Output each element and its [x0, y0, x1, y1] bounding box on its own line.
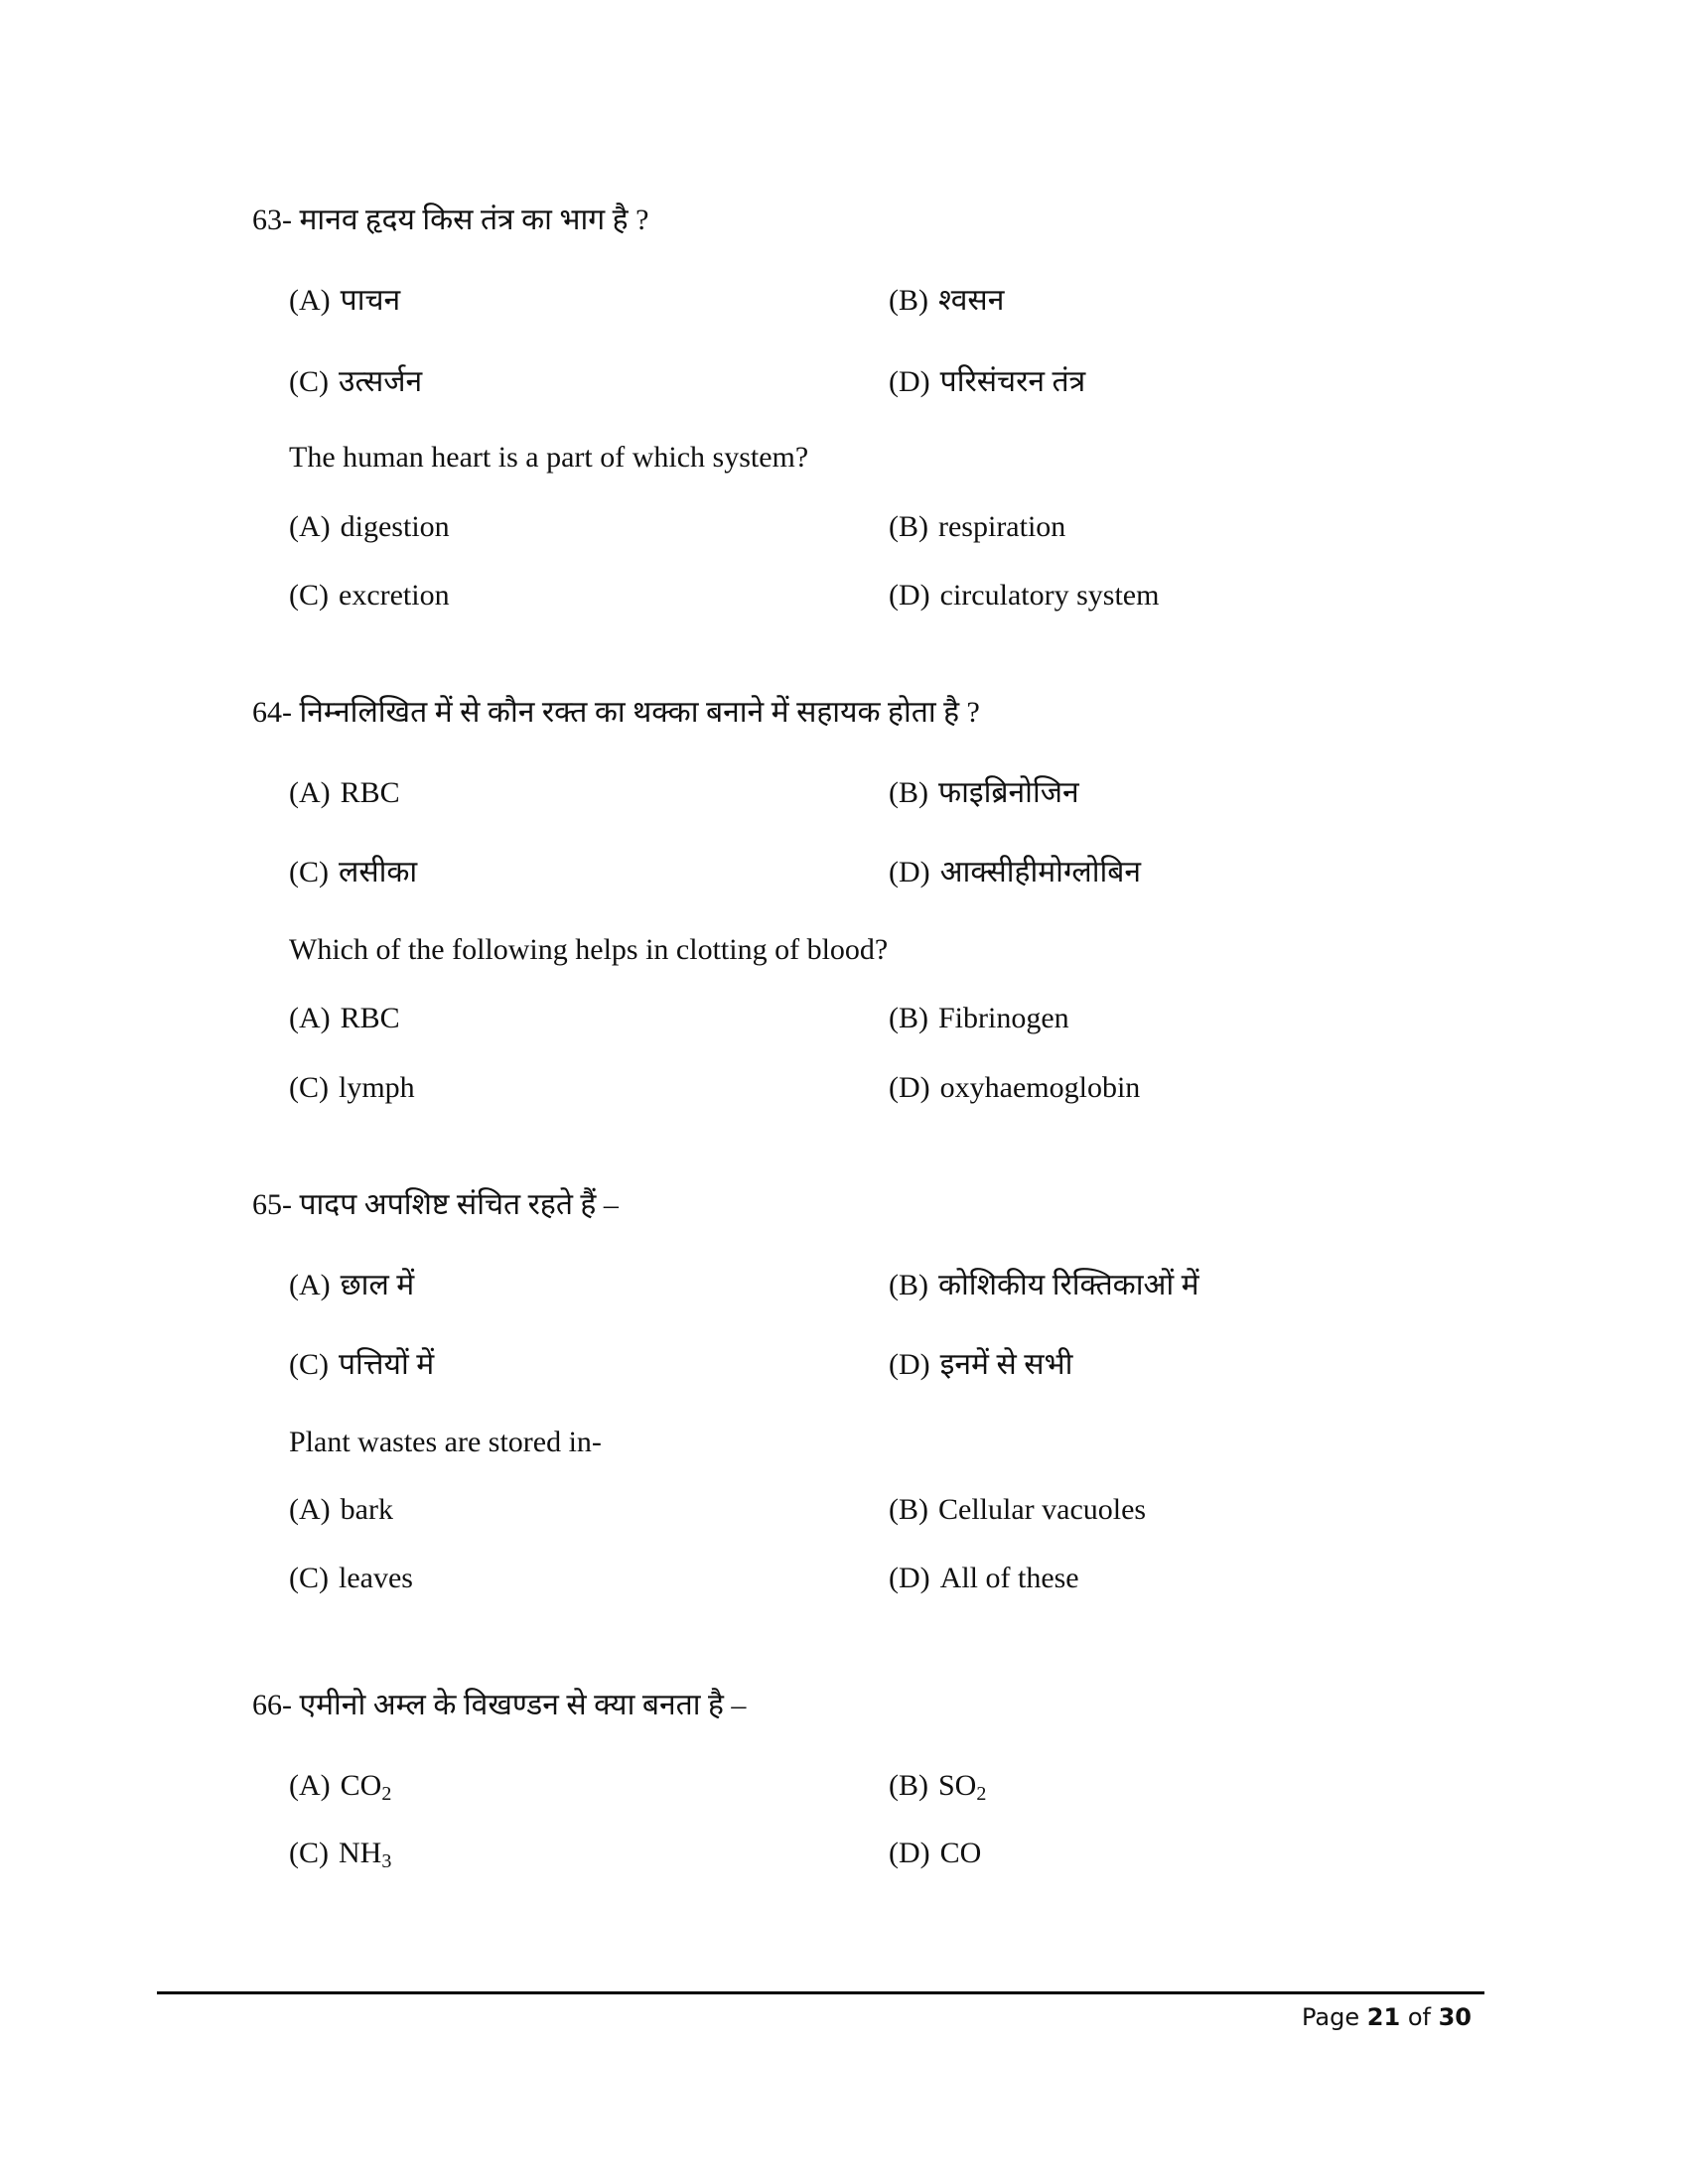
option-label: (D) — [889, 1562, 930, 1594]
option-text: respiration — [938, 510, 1066, 543]
option-label: (B) — [889, 1493, 928, 1526]
option-text: CO — [340, 1769, 382, 1802]
option-b — [889, 1268, 1199, 1303]
question-hindi: 66- एमीनो अम्ल के विखण्डन से क्या बनता है – — [252, 1689, 747, 1721]
option-label: (C) — [289, 1348, 329, 1381]
option-b — [889, 283, 1004, 319]
option-text: छाल में — [340, 1269, 415, 1301]
option-b — [889, 1001, 1069, 1036]
option-b — [889, 1768, 986, 1812]
option-d — [889, 1836, 981, 1879]
option-label: (A) — [289, 776, 331, 809]
option-d — [889, 1561, 1079, 1596]
option-text: digestion — [340, 510, 450, 543]
option-subscript: 2 — [976, 1783, 987, 1805]
option-label: (D) — [889, 1071, 930, 1104]
option-label: (D) — [889, 1837, 930, 1869]
option-text: RBC — [340, 1002, 400, 1034]
option-text: oxyhaemoglobin — [939, 1071, 1141, 1104]
option-text: फाइब्रिनोजिन — [938, 776, 1079, 809]
option-d — [889, 364, 1085, 400]
page-number: Page 21 of 30 — [1302, 2003, 1472, 2031]
question-english: The human heart is a part of which system? — [289, 441, 809, 474]
option-label: (B) — [889, 510, 928, 543]
option-label: (A) — [289, 510, 331, 543]
option-label: (C) — [289, 1071, 329, 1104]
option-text: bark — [340, 1493, 393, 1526]
option-text: Fibrinogen — [938, 1002, 1069, 1034]
option-label: (D) — [889, 1348, 930, 1381]
option-text: कोशिकीय रिक्तिकाओं में — [938, 1269, 1199, 1301]
option-label: (C) — [289, 856, 329, 888]
option-c — [289, 578, 450, 614]
option-label: (A) — [289, 1493, 331, 1526]
option-label: (C) — [289, 1837, 329, 1869]
option-label: (A) — [289, 1269, 331, 1301]
option-text: SO — [938, 1769, 977, 1802]
option-c — [289, 364, 422, 400]
option-label: (C) — [289, 1562, 329, 1594]
option-label: (B) — [889, 284, 928, 317]
option-b — [889, 775, 1079, 811]
option-d — [889, 1070, 1140, 1106]
option-b — [889, 1492, 1146, 1528]
option-c — [289, 1070, 415, 1106]
option-text: पत्तियों में — [339, 1348, 435, 1381]
option-label: (B) — [889, 1002, 928, 1034]
option-subscript: 3 — [381, 1850, 392, 1872]
option-text: CO — [939, 1837, 982, 1869]
option-text: परिसंचरन तंत्र — [939, 365, 1086, 398]
option-a — [289, 775, 400, 811]
question-hindi: 63- मानव हृदय किस तंत्र का भाग है ? — [252, 204, 649, 236]
option-text: श्वसन — [938, 284, 1005, 317]
option-c — [289, 1836, 391, 1879]
option-subscript: 2 — [381, 1783, 392, 1805]
option-d — [889, 1347, 1072, 1383]
option-label: (D) — [889, 856, 930, 888]
option-c — [289, 1347, 434, 1383]
question-hindi: 64- निम्नलिखित में से कौन रक्त का थक्का बनाने में सहायक होता है ? — [252, 696, 980, 729]
option-label: (D) — [889, 579, 930, 612]
option-text: circulatory system — [939, 579, 1160, 612]
option-text: All of these — [939, 1562, 1079, 1594]
option-d — [889, 578, 1159, 614]
option-a — [289, 1001, 400, 1036]
option-text: lymph — [339, 1071, 415, 1104]
option-a — [289, 509, 450, 545]
option-b — [889, 509, 1065, 545]
option-text: उत्सर्जन — [339, 365, 423, 398]
option-a — [289, 283, 400, 319]
option-text: आक्सीहीमोग्लोबिन — [939, 856, 1142, 888]
question-english: Which of the following helps in clotting of blood? — [289, 933, 889, 966]
option-label: (B) — [889, 1769, 928, 1802]
option-text: लसीका — [339, 856, 418, 888]
option-text: excretion — [339, 579, 450, 612]
option-text: RBC — [340, 776, 400, 809]
option-label: (A) — [289, 1769, 331, 1802]
option-label: (A) — [289, 1002, 331, 1034]
option-label: (B) — [889, 776, 928, 809]
footer-rule — [157, 1991, 1484, 1994]
option-text: इनमें से सभी — [939, 1348, 1073, 1381]
option-text: leaves — [339, 1562, 413, 1594]
option-label: (A) — [289, 284, 331, 317]
option-c — [289, 855, 417, 890]
question-hindi: 65- पादप अपशिष्ट संचित रहते हैं – — [252, 1188, 619, 1221]
option-a — [289, 1268, 414, 1303]
question-english: Plant wastes are stored in- — [289, 1426, 602, 1458]
option-label: (C) — [289, 365, 329, 398]
option-a — [289, 1768, 391, 1812]
option-label: (B) — [889, 1269, 928, 1301]
option-c — [289, 1561, 413, 1596]
option-label: (D) — [889, 365, 930, 398]
option-a — [289, 1492, 393, 1528]
option-text: NH — [339, 1837, 382, 1869]
option-text: पाचन — [340, 284, 401, 317]
option-d — [889, 855, 1141, 890]
option-text: Cellular vacuoles — [938, 1493, 1147, 1526]
option-label: (C) — [289, 579, 329, 612]
